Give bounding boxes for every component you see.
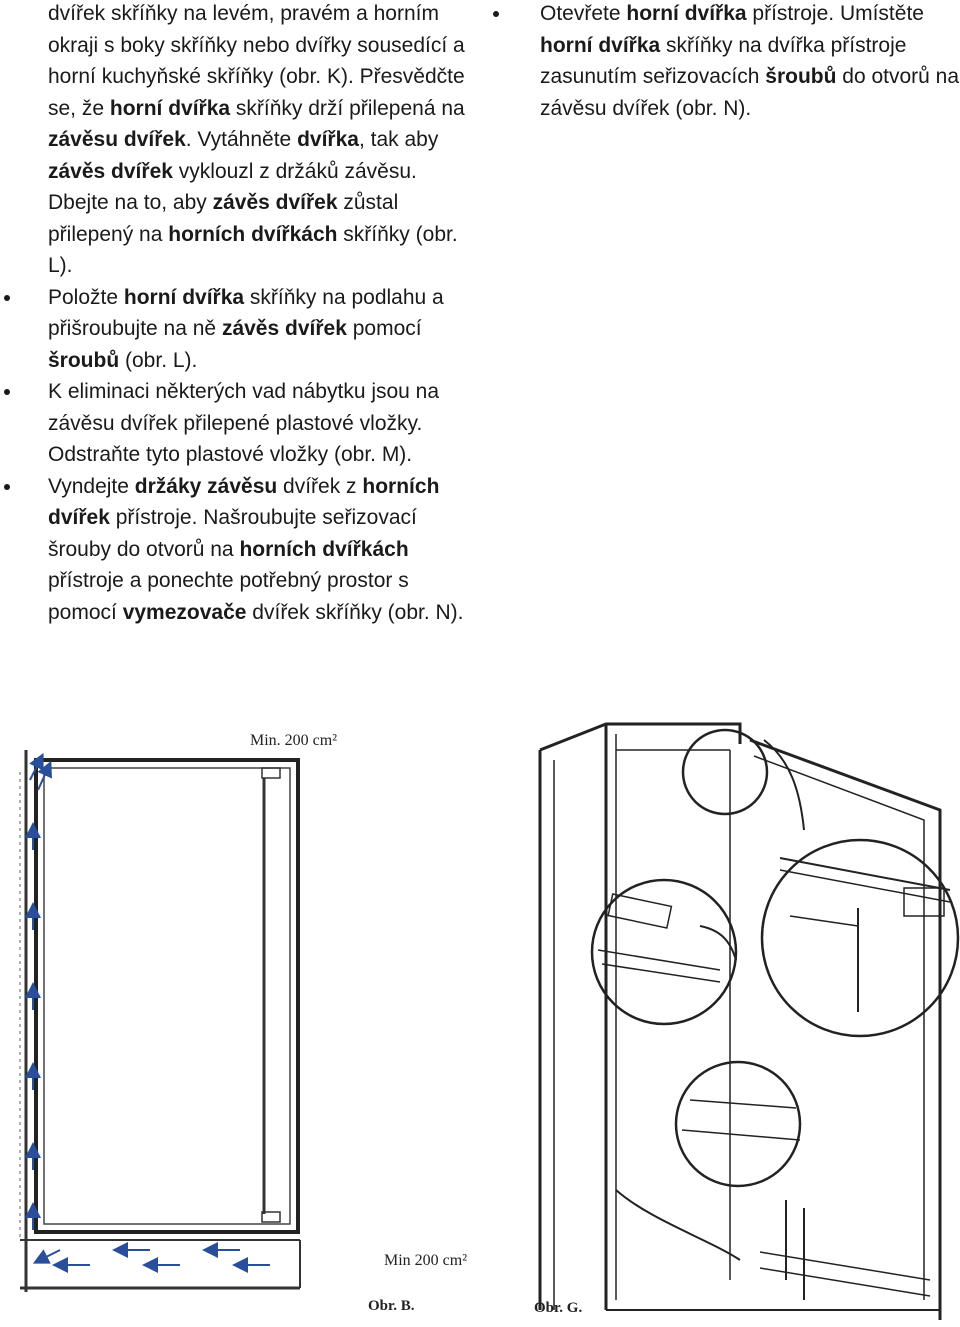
instruction-paragraph <box>48 471 468 629</box>
figure-g-caption: Obr. G. <box>534 1300 583 1316</box>
text-run: skříňky na dvířka přístroje zasunutím seřizovacích <box>540 33 907 88</box>
emphasized-term: závěs dvířek <box>221 317 347 340</box>
right-text-column <box>540 0 960 124</box>
emphasized-term: závěs dvířek <box>48 159 173 183</box>
text-run: vyklouzl z držáků závěsu. Dbejte na to, aby <box>48 159 417 214</box>
emphasized-term: horních dvířek <box>48 474 440 529</box>
left-text-column <box>48 0 468 628</box>
emphasized-term: dvířka <box>297 128 359 151</box>
text-run: skříňky drží přilepená na <box>230 96 465 120</box>
text-run: pomocí <box>346 317 422 340</box>
emphasized-term: závěsu dvířek <box>48 128 186 151</box>
text-run: Vyndejte <box>48 474 135 498</box>
text-run: (obr. L). <box>119 348 198 372</box>
text-run: , tak aby <box>358 128 439 151</box>
text-run: dvířek z <box>277 474 363 498</box>
vent-top-label: Min. 200 cm² <box>250 732 338 749</box>
text-run: přístroje. Našroubujte seřizovací šrouby do otvorů na <box>48 506 417 561</box>
emphasized-term: horní dvířka <box>540 33 661 57</box>
text-run: . Vytáhněte <box>185 128 298 151</box>
hinge-diagram-drawing <box>520 720 960 1322</box>
text-run: Položte <box>48 285 124 309</box>
vent-bottom-label: Min 200 cm² <box>384 1252 468 1269</box>
figure-g-hinge-diagram <box>520 720 960 1322</box>
emphasized-term: horní dvířka <box>109 96 231 120</box>
figure-b-ventilation-diagram <box>0 720 520 1322</box>
emphasized-term: držáky závěsu <box>134 474 278 498</box>
instruction-paragraph <box>48 376 468 471</box>
emphasized-term: horní dvířka <box>123 285 245 309</box>
emphasized-term: závěs dvířek <box>212 191 338 214</box>
emphasized-term: šroubů <box>48 348 120 372</box>
text-run: přístroje a ponechte potřebný prostor s pomocí <box>48 569 409 624</box>
text-run: dvířek skříňky na levém, pravém a horním okraji s boky skříňky nebo dvířky sousedící a horní kuchyňské skříňky (obr. K). Přesvědčte se, že <box>48 2 465 120</box>
text-run: přístroje. Umístěte <box>746 2 924 25</box>
instruction-paragraph <box>48 282 468 377</box>
ventilation-diagram-drawing <box>0 720 520 1322</box>
emphasized-term: horních dvířkách <box>239 537 409 561</box>
text-run: dvířek skříňky (obr. N). <box>246 600 464 624</box>
text-run: do otvorů na závěsu dvířek (obr. N). <box>540 65 960 120</box>
text-run: Otevřete <box>540 2 627 25</box>
text-run: skříňky (obr. L). <box>48 222 458 277</box>
figure-b-caption: Obr. B. <box>368 1298 415 1314</box>
instruction-paragraph <box>540 0 960 124</box>
instruction-paragraph <box>48 0 468 282</box>
text-run: zůstal přilepený na <box>48 191 399 246</box>
text-run: K eliminaci některých vad nábytku jsou na závěsu dvířek přilepené plastové vložky. Odstraňte tyto plastové vložky (obr. M). <box>48 380 440 466</box>
emphasized-term: vymezovače <box>122 600 247 624</box>
emphasized-term: horních dvířkách <box>168 222 338 246</box>
emphasized-term: šroubů <box>765 65 837 88</box>
text-run: skříňky na podlahu a přišroubujte na ně <box>48 285 444 340</box>
emphasized-term: horní dvířka <box>626 2 747 25</box>
